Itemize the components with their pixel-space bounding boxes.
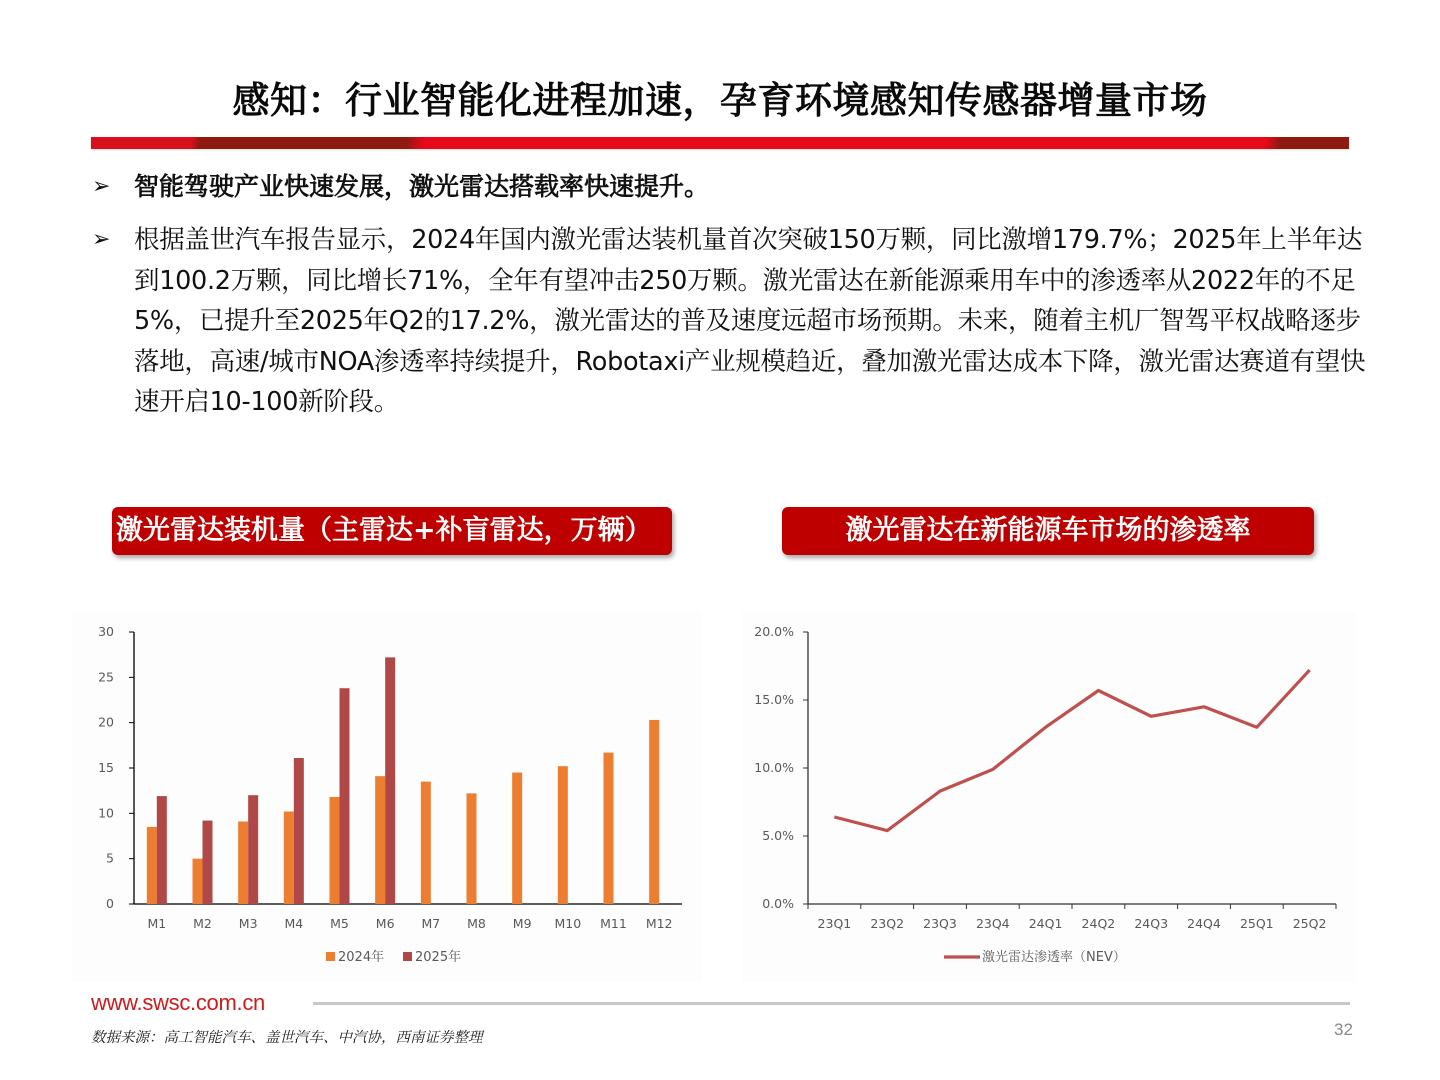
y-tick-label: 0.0% xyxy=(762,896,794,911)
x-tick-label: M5 xyxy=(330,916,349,931)
line-chart-canvas xyxy=(742,612,1356,982)
y-tick-label: 10 xyxy=(98,805,114,821)
line-chart-header: 激光雷达在新能源车市场的渗透率 xyxy=(782,507,1314,555)
x-tick-label: M9 xyxy=(512,916,532,931)
data-source-note: 数据来源：高工智能汽车、盖世汽车、中汽协，西南证券整理 xyxy=(91,1030,483,1046)
x-tick-label: 23Q3 xyxy=(923,916,957,931)
footer-website-link[interactable]: www.swsc.com.cn xyxy=(91,990,265,1015)
bullet-item-detail xyxy=(92,220,1382,423)
bar xyxy=(375,776,385,904)
x-tick-label: M8 xyxy=(467,916,486,931)
slide-title: 感知：行业智能化进程加速，孕育环境感知传感器增量市场 xyxy=(232,79,1208,122)
legend-label: 2024年 xyxy=(338,950,385,965)
y-tick-label: 5.0% xyxy=(762,828,794,843)
x-tick-label: M1 xyxy=(147,916,167,931)
bullet-item-headline xyxy=(92,168,1382,206)
y-tick-label: 25 xyxy=(98,669,114,685)
bullet-list xyxy=(92,168,1382,423)
bar xyxy=(421,782,431,904)
bar xyxy=(385,657,395,904)
x-tick-label: M7 xyxy=(421,916,441,931)
bullet-text: 根据盖世汽车报告显示，2024年国内激光雷达装机量首次突破150万颗，同比激增179.7%；2025年上半年达到100.2万颗，同比增长71%，全年有望冲击250万颗。激光雷达在新能源乘用车中的渗透率从2022年的不足5%，已提升至2025年Q2的17.2%，激光雷达的普及速度远超市场预期。未来，随着主机厂智驾平权战略逐步落地，高速/城市NOA渗透率持续提升，Robotaxi产业规模趋近，叠加激光雷达成本下降，激光雷达赛道有望快速开启10-100新阶段。 xyxy=(134,225,1366,417)
bar xyxy=(157,796,167,904)
x-tick-label: 23Q2 xyxy=(870,916,905,931)
x-tick-label: 24Q4 xyxy=(1187,916,1221,931)
x-tick-label: 23Q1 xyxy=(817,916,852,931)
bar xyxy=(147,827,157,904)
bar xyxy=(467,793,477,904)
line-series xyxy=(834,670,1309,831)
legend-label: 激光雷达渗透率（NEV） xyxy=(982,950,1126,965)
x-tick-label: M10 xyxy=(554,916,582,931)
bar xyxy=(604,753,614,904)
x-tick-label: M3 xyxy=(238,916,258,931)
lidar-penetration-line-chart xyxy=(742,612,1356,982)
x-tick-label: M2 xyxy=(193,916,212,931)
x-tick-label: 25Q2 xyxy=(1292,916,1327,931)
bullet-text: 智能驾驶产业快速发展，激光雷达搭载率快速提升。 xyxy=(134,172,710,201)
y-tick-label: 15.0% xyxy=(754,692,794,707)
x-tick-label: M12 xyxy=(645,916,673,931)
bar xyxy=(558,766,568,904)
x-tick-label: 24Q3 xyxy=(1134,916,1169,931)
y-tick-label: 30 xyxy=(98,624,114,639)
x-tick-label: M11 xyxy=(600,916,627,931)
y-tick-label: 5 xyxy=(106,850,114,866)
bar xyxy=(248,795,258,904)
bar xyxy=(340,688,350,904)
x-tick-label: 24Q2 xyxy=(1081,916,1116,931)
bar xyxy=(193,859,203,904)
bar-chart-canvas xyxy=(72,612,702,982)
lidar-installation-bar-chart xyxy=(72,612,702,982)
footer-divider xyxy=(313,1002,1350,1005)
y-tick-label: 15 xyxy=(98,760,114,775)
legend-swatch xyxy=(326,952,335,961)
title-divider-stripe xyxy=(91,137,1349,149)
y-tick-label: 20.0% xyxy=(754,624,794,639)
arrow-bullet-icon: ➢ xyxy=(92,174,111,199)
x-tick-label: M6 xyxy=(375,916,395,931)
x-tick-label: M4 xyxy=(284,916,304,931)
bar xyxy=(512,773,522,904)
bar-chart-header: 激光雷达装机量（主雷达+补盲雷达，万辆） xyxy=(112,507,672,555)
bar xyxy=(203,821,213,904)
x-tick-label: 25Q1 xyxy=(1239,916,1274,931)
arrow-bullet-icon: ➢ xyxy=(92,227,111,252)
legend-label: 2025年 xyxy=(415,950,462,965)
bar xyxy=(294,758,304,904)
y-tick-label: 0 xyxy=(106,896,114,911)
bar xyxy=(238,821,248,904)
page-number: 32 xyxy=(1334,1020,1353,1039)
x-tick-label: 24Q1 xyxy=(1028,916,1063,931)
legend-swatch xyxy=(403,952,412,961)
x-tick-label: 23Q4 xyxy=(975,916,1010,931)
bar xyxy=(649,720,659,904)
y-tick-label: 10.0% xyxy=(754,760,794,775)
bar xyxy=(330,797,340,904)
y-tick-label: 20 xyxy=(98,714,114,730)
bar xyxy=(284,812,294,904)
